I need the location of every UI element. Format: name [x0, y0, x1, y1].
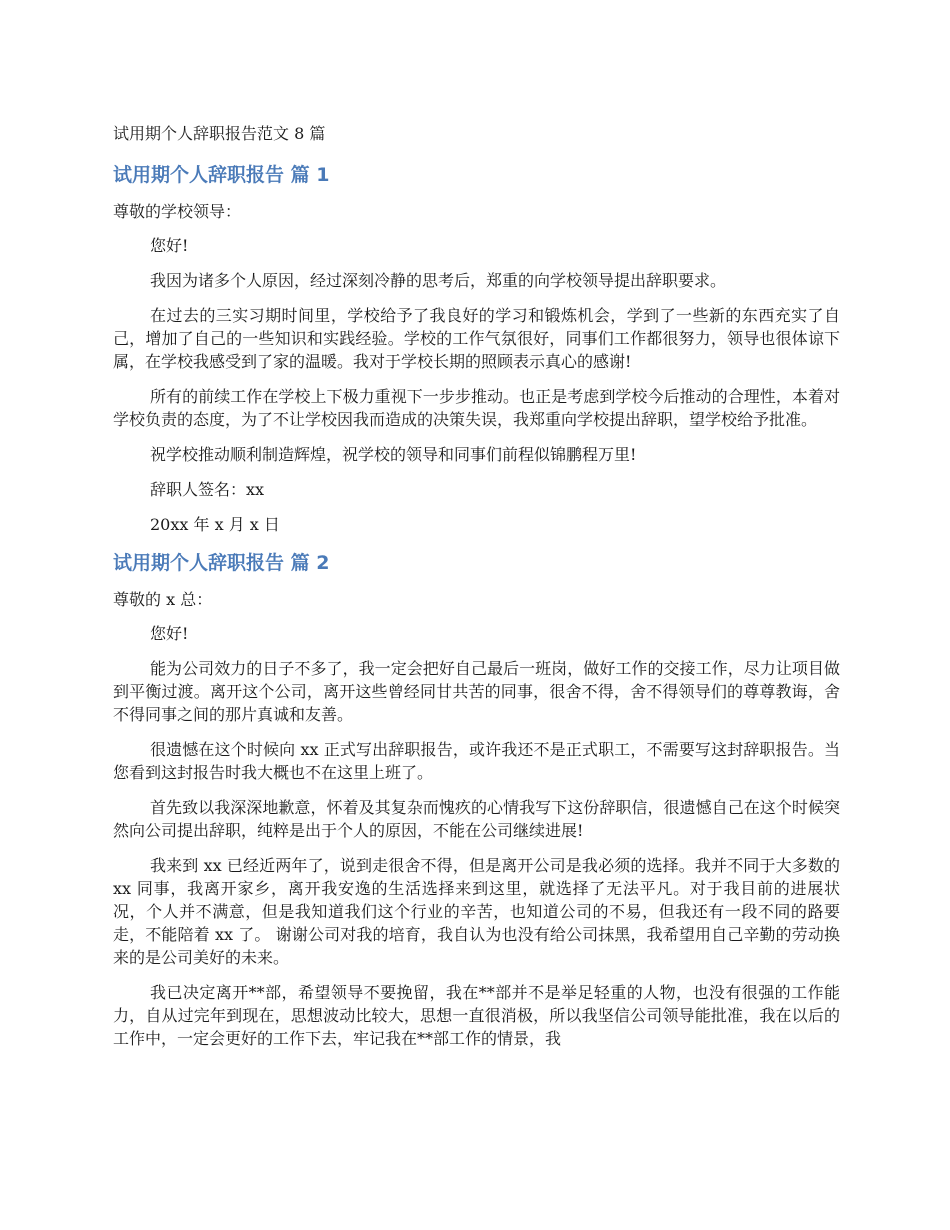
document-title: 试用期个人辞职报告范文 8 篇	[113, 124, 326, 143]
paragraph: 您好!	[150, 236, 189, 255]
section-1	[113, 162, 840, 536]
paragraph: 在过去的三实习期时间里，学校给予了我良好的学习和锻炼机会，学到了一些新的东西充实了自己，增加了自己的一些知识和实践经验。学校的工作气氛很好，同事们工作都很努力，领导也很体谅下属，在学校我感受到了家的温暖。我对于学校长期的照顾表示真心的感谢!	[113, 306, 840, 371]
paragraph: 所有的前续工作在学校上下极力重视下一步步推动。也正是考虑到学校今后推动的合理性，本着对学校负责的态度，为了不让学校因我而造成的决策失误，我郑重向学校提出辞职，望学校给予批准。	[113, 387, 840, 429]
paragraph: 很遗憾在这个时候向 xx 正式写出辞职报告，或许我还不是正式职工，不需要写这封辞职报告。当您看到这封报告时我大概也不在这里上班了。	[113, 740, 840, 782]
date-line: 20xx 年 x 月 x 日	[150, 515, 280, 534]
salutation: 尊敬的学校领导：	[113, 202, 242, 221]
paragraph: 我已决定离开**部，希望领导不要挽留，我在**部并不是举足轻重的人物，也没有很强的工作能力，自从过完年到现在，思想波动比较大，思想一直很消极，所以我坚信公司领导能批准，我在以后的工作中，一定会更好的工作下去，牢记我在**部工作的情景，我	[113, 983, 840, 1048]
paragraph: 祝学校推动顺利制造辉煌，祝学校的领导和同事们前程似锦鹏程万里!	[150, 445, 637, 464]
paragraph: 能为公司效力的日子不多了，我一定会把好自己最后一班岗，做好工作的交接工作，尽力让项目做到平衡过渡。离开这个公司，离开这些曾经同甘共苦的同事，很舍不得，舍不得领导们的尊尊教诲，舍不得同事之间的那片真诚和友善。	[113, 659, 840, 724]
signature-line: 辞职人签名：xx	[150, 480, 265, 499]
section-heading: 试用期个人辞职报告 篇 1	[113, 164, 330, 186]
section-2	[113, 550, 840, 1050]
paragraph: 我因为诸多个人原因，经过深刻冷静的思考后，郑重的向学校领导提出辞职要求。	[150, 271, 727, 290]
section-heading: 试用期个人辞职报告 篇 2	[113, 552, 330, 574]
paragraph: 您好!	[150, 624, 189, 643]
paragraph: 首先致以我深深地歉意，怀着及其复杂而愧疚的心情我写下这份辞职信，很遗憾自己在这个时候突然向公司提出辞职，纯粹是出于个人的原因，不能在公司继续进展!	[113, 798, 840, 840]
salutation: 尊敬的 x 总：	[113, 590, 213, 609]
document-page	[113, 122, 840, 1062]
paragraph: 我来到 xx 已经近两年了，说到走很舍不得，但是离开公司是我必须的选择。我并不同于大多数的 xx 同事，我离开家乡，离开我安逸的生活选择来到这里，就选择了无法平凡。对于我目前的进展状况，个人并不满意，但是我知道我们这个行业的辛苦，也知道公司的不易，但我还有一段不同的路要走，不能陪着 xx 了。 谢谢公司对我的培育，我自认为也没有给公司抹黑，我希望用自己辛勤的劳动换来的是公司美好的未来。	[113, 856, 840, 967]
